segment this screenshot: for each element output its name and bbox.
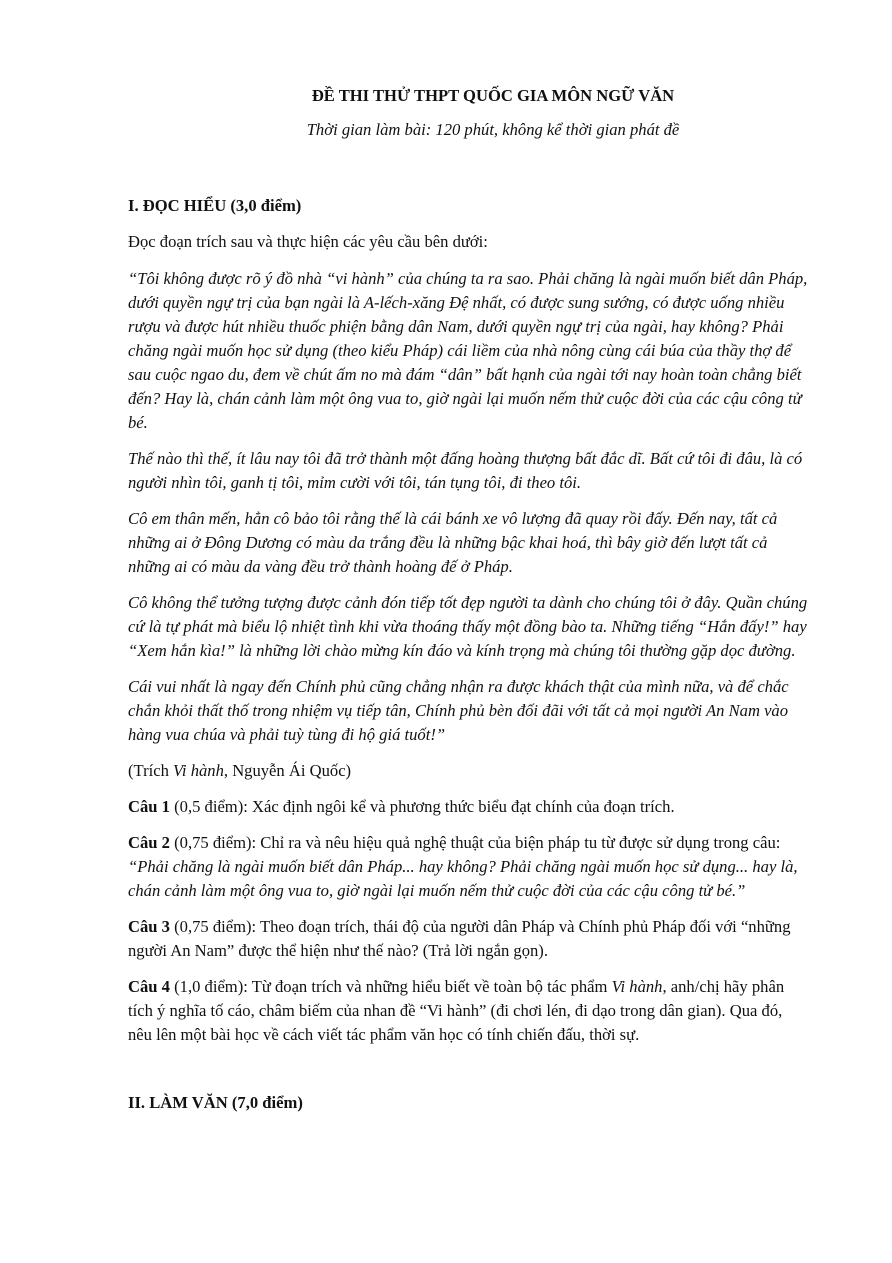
section-reading-heading: I. ĐỌC HIỂU (3,0 điểm) (128, 196, 302, 215)
exam-subtitle: Thời gian làm bài: 120 phút, không kể thời gian phát đề (306, 120, 680, 139)
question-3-text: (0,75 điểm): Theo đoạn trích, thái độ của người dân Pháp và Chính phủ Pháp đối với “những người An Nam” được thể hiện như thế nào? (Trả lời ngắn gọn). (128, 917, 791, 960)
question-4 (128, 975, 810, 1047)
passage-paragraph-3: Cô em thân mến, hẳn cô bảo tôi rằng thế là cái bánh xe vô lượng đã quay rồi đấy. Đến nay, tất cả những ai ở Đông Dương có màu da trắng đều là những bậc khai hoá, thì bây giờ đến lượt tất cả những ai có màu da vàng đều trở thành hoàng đế ở Pháp. (128, 509, 778, 576)
source-suffix: , Nguyễn Ái Quốc) (223, 761, 352, 780)
question-2 (128, 831, 810, 903)
question-2-label: Câu 2 (128, 833, 170, 852)
question-4-label: Câu 4 (128, 977, 170, 996)
question-4-text-after: , anh/chị hãy phân tích ý nghĩa tố cáo, châm biếm của nhan đề “Vi hành” (đi chơi lén, đi dạo trong dân gian). Qua đó, nêu lên một bài học về cách viết tác phẩm văn học có tính chiến đấu, thời sự. (128, 977, 785, 1044)
question-1 (128, 795, 810, 819)
question-4-work-title: Vi hành (611, 977, 663, 996)
passage-paragraph-4: Cô không thể tưởng tượng được cảnh đón tiếp tốt đẹp người ta dành cho chúng tôi ở đây. Quần chúng cứ là tự phát mà biểu lộ nhiệt tình khi vừa thoáng thấy một đồng bào ta. Những tiếng “Hắn đấy!” hay “Xem hắn kìa!” là những lời chào mừng kín đáo và kính trọng mà chúng tôi thường gặp dọc đường. (128, 593, 808, 660)
passage-paragraph-1: “Tôi không được rõ ý đồ nhà “vi hành” của chúng ta ra sao. Phải chăng là ngài muốn biết dân Pháp, dưới quyền ngự trị của bạn ngài là A-lếch-xăng Đệ nhất, có được sung sướng, có được uống nhiều rượu và được hút nhiều thuốc phiện bằng dân Nam, dưới quyền ngự trị của ngài, hay không? Phải chăng ngài muốn học sử dụng (theo kiểu Pháp) cái liềm của nhà nông cùng cái búa của thầy thợ để sau cuộc ngao du, đem về chút ấm no mà đám “dân” bất hạnh của ngài tới nay hoàn toàn chẳng biết đến? Hay là, chán cảnh làm một ông vua to, giờ ngài lại muốn nếm thử cuộc đời của các cậu công tử bé. (128, 269, 808, 432)
passage-paragraph-5: Cái vui nhất là ngay đến Chính phủ cũng chẳng nhận ra được khách thật của mình nữa, và để chắc chắn khỏi thất thố trong nhiệm vụ tiếp tân, Chính phủ bèn đối đãi với tất cả mọi người An Nam vào hàng vua chúa và phải tuỳ tùng đi hộ giá tuốt!” (128, 677, 789, 744)
question-4-text-before: (1,0 điểm): Từ đoạn trích và những hiểu biết về toàn bộ tác phẩm (169, 977, 612, 996)
passage-paragraph-2: Thế nào thì thế, ít lâu nay tôi đã trở thành một đấng hoàng thượng bất đắc dĩ. Bất cứ tôi đi đâu, là có người nhìn tôi, ganh tị tôi, mỉm cười với tôi, tán tụng tôi, đi theo tôi. (128, 449, 803, 492)
question-2-quote: “Phải chăng là ngài muốn biết dân Pháp... hay không? Phải chăng ngài muốn học sử dụng... hay là, chán cảnh làm một ông vua to, giờ ngài lại muốn nếm thử cuộc đời của các cậu công tử bé.” (128, 857, 798, 900)
question-3 (128, 915, 810, 963)
question-1-text: (0,5 điểm): Xác định ngôi kể và phương thức biểu đạt chính của đoạn trích. (169, 797, 675, 816)
passage-source (128, 759, 810, 783)
question-2-text: (0,75 điểm): Chỉ ra và nêu hiệu quả nghệ thuật của biện pháp tu từ được sử dụng trong câu: (169, 833, 781, 852)
question-3-label: Câu 3 (128, 917, 170, 936)
question-1-label: Câu 1 (128, 797, 170, 816)
exam-title: ĐỀ THI THỬ THPT QUỐC GIA MÔN NGỮ VĂN (311, 86, 675, 105)
section-writing-heading: II. LÀM VĂN (7,0 điểm) (128, 1093, 303, 1112)
reading-instruction: Đọc đoạn trích sau và thực hiện các yêu cầu bên dưới: (128, 232, 488, 251)
source-prefix: (Trích (128, 761, 174, 780)
source-work-title: Vi hành (173, 761, 224, 780)
document-page (128, 84, 810, 1115)
